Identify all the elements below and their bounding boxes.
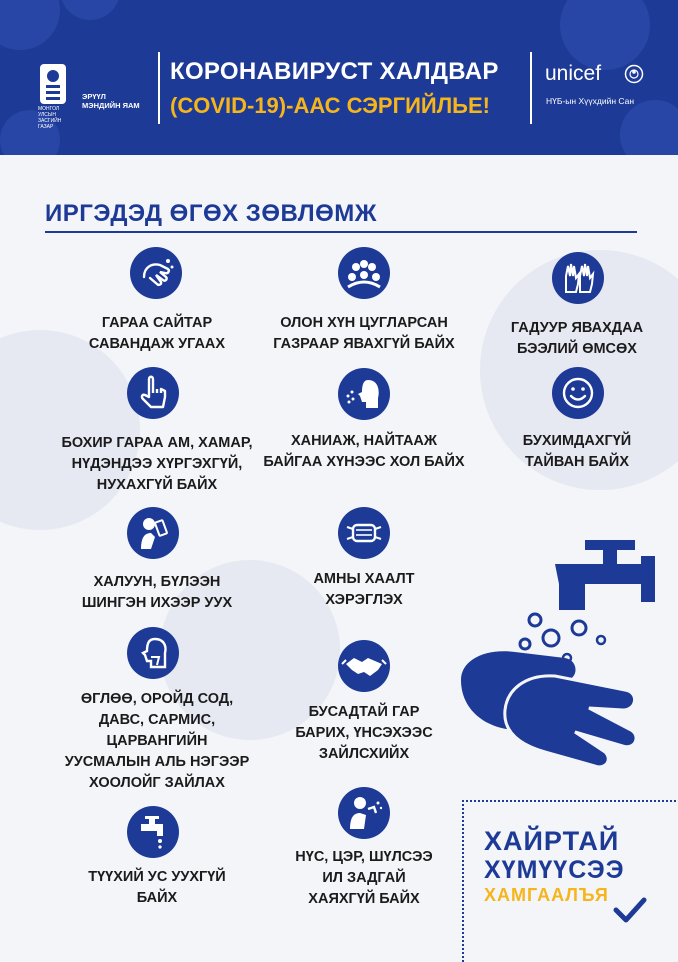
crowd-icon <box>338 247 390 299</box>
section-title: ИРГЭДЭД ӨГӨХ ЗӨВЛӨМЖ <box>45 200 377 227</box>
smile-icon <box>552 367 604 419</box>
tip-drink-warm-fluids: ХАЛУУН, БҮЛЭЭН ШИНГЭН ИХЭЭР УУХ <box>81 574 233 611</box>
handshake-icon <box>338 640 390 692</box>
unicef-logo: unicef <box>545 62 602 85</box>
virus-decoration <box>560 0 650 70</box>
tip-keep-distance: ХАНИАЖ, НАЙТААЖ БАЙГАА ХҮНЭЭС ХОЛ БАЙХ <box>263 433 465 470</box>
virus-decoration <box>620 100 678 155</box>
page-title: КОРОНАВИРУСТ ХАЛДВАР <box>170 58 499 85</box>
unicef-globe-icon <box>624 64 644 84</box>
tip-no-raw-water: ТҮҮХИЙ УС УУХГҮЙ БАЙХ <box>88 869 226 906</box>
virus-decoration <box>60 0 120 20</box>
promo-line-2: ХҮМҮҮСЭЭ <box>484 856 625 884</box>
tip-gargle: ӨГЛӨӨ, ОРОЙД СОД, ДАВС, САРМИС, ЦАРВАНГИЙН УУСМАЛЫН АЛЬ НЭГЭЭР ХООЛОЙГ ЗАЙЛАХ <box>64 691 250 791</box>
header-divider <box>158 52 160 124</box>
unicef-subtitle: НҮБ-ын Хүүхдийн Сан <box>546 96 635 106</box>
faucet-icon <box>127 806 179 858</box>
handwashing-illustration-icon <box>455 540 670 780</box>
tip-stay-calm: БУХИМДАХГҮЙ ТАЙВАН БАЙХ <box>522 433 632 470</box>
tip-dont-spit: НҮС, ЦЭР, ШҮЛСЭЭ ИЛ ЗАДГАЙ ХАЯХГҮЙ БАЙХ <box>295 849 433 907</box>
ministry-name: ЭРҮҮЛ МЭНДИЙН ЯАМ <box>82 92 140 110</box>
handwash-icon <box>130 247 182 299</box>
finger-icon <box>127 367 179 419</box>
tip-avoid-handshake: БУСАДТАЙ ГАР БАРИХ, ҮНСЭХЭЭС ЗАЙЛСХИЙХ <box>295 704 433 762</box>
gargle-icon <box>127 627 179 679</box>
government-name: МОНГОЛ УЛСЫН ЗАСГИЙН ГАЗАР <box>38 106 62 130</box>
tip-avoid-crowds: ОЛОН ХҮН ЦУГЛАРСАН ГАЗРААР ЯВАХГҮЙ БАЙХ <box>273 315 455 352</box>
checkmark-icon <box>612 896 648 924</box>
cough-icon <box>338 368 390 420</box>
drink-icon <box>127 507 179 559</box>
background-virus-shape <box>0 330 140 530</box>
header-divider <box>530 52 532 124</box>
promo-line-3: ХАМГААЛЪЯ <box>484 885 609 905</box>
tip-dont-touch-face: БОХИР ГАРАА АМ, ХАМАР, НҮДЭНДЭЭ ХҮРГЭХГҮЙ, НУХАХГҮЙ БАЙХ <box>61 435 253 493</box>
header-banner <box>0 0 678 155</box>
section-rule <box>45 231 637 233</box>
promo-line-1: ХАЙРТАЙ <box>484 826 620 856</box>
face-touch-icon <box>338 787 390 839</box>
gloves-icon <box>552 252 604 304</box>
tip-wear-gloves: ГАДУУР ЯВАХДАА БЭЭЛИЙ ӨМСӨХ <box>510 320 644 357</box>
mask-icon <box>338 507 390 559</box>
government-emblem-icon <box>38 62 68 106</box>
page-subtitle: (COVID-19)-ААС СЭРГИЙЛЬЕ! <box>170 93 490 118</box>
tip-wash-hands: ГАРАА САЙТАР САВАНДАЖ УГААХ <box>88 315 226 352</box>
tip-wear-mask: АМНЫ ХААЛТ ХЭРЭГЛЭХ <box>313 571 415 608</box>
virus-decoration <box>0 0 60 50</box>
